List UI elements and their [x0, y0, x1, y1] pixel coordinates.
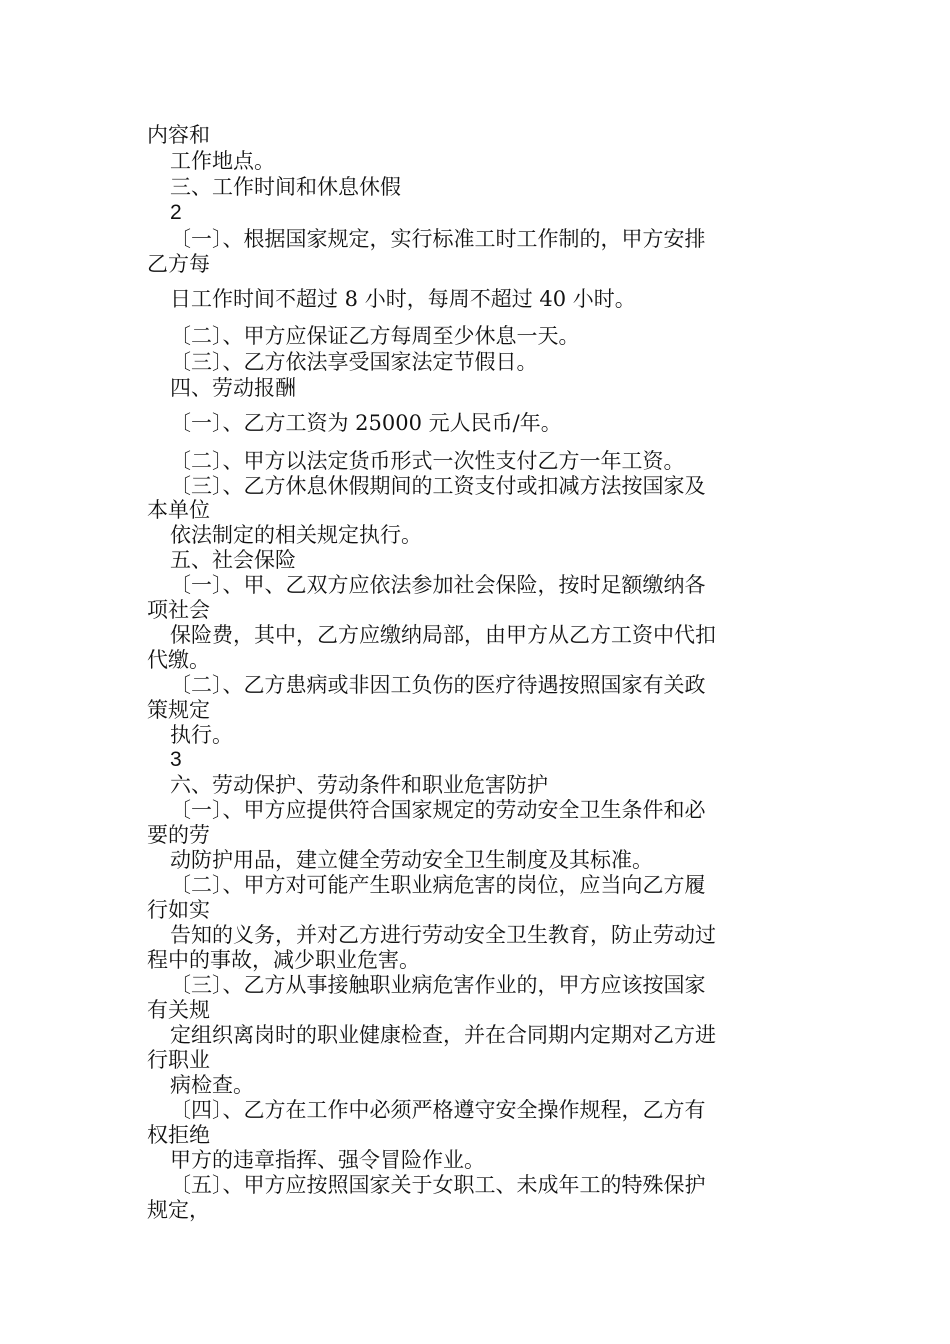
- text-line: 告知的义务，并对乙方进行劳动安全卫生教育，防止劳动过: [170, 923, 716, 947]
- text-line: 〔二〕、甲方以法定货币形式一次性支付乙方一年工资。: [170, 449, 685, 473]
- text-line: 病检查。: [170, 1073, 254, 1097]
- text-line: 行如实: [147, 898, 210, 922]
- text-line: 行职业: [147, 1048, 210, 1072]
- text-line: 程中的事故，减少职业危害。: [147, 948, 420, 972]
- text-line: 定组织离岗时的职业健康检查，并在合同期内定期对乙方进: [170, 1023, 716, 1047]
- section-heading: 六、劳动保护、劳动条件和职业危害防护: [170, 773, 548, 797]
- text-line: 要的劳: [147, 823, 210, 847]
- text-line: 代缴。: [147, 648, 210, 672]
- text-line: 日工作时间不超过 8 小时，每周不超过 40 小时。: [170, 287, 636, 311]
- page-number: 3: [170, 748, 182, 771]
- text-line: 本单位: [147, 498, 210, 522]
- text-line: 〔二〕、甲方应保证乙方每周至少休息一天。: [170, 324, 580, 348]
- text-line: 规定，: [147, 1198, 210, 1222]
- section-heading: 三、工作时间和休息休假: [170, 175, 401, 199]
- text-line: 甲方的违章指挥、强令冒险作业。: [170, 1148, 485, 1172]
- text-line: 〔一〕、甲方应提供符合国家规定的劳动安全卫生条件和必: [170, 798, 706, 822]
- text-line: 乙方每: [147, 252, 210, 276]
- page-number: 2: [170, 201, 182, 224]
- text-line: 动防护用品，建立健全劳动安全卫生制度及其标准。: [170, 848, 653, 872]
- text-line: 执行。: [170, 723, 233, 747]
- text-line: 〔二〕、甲方对可能产生职业病危害的岗位，应当向乙方履: [170, 873, 706, 897]
- text-line: 工作地点。: [170, 149, 275, 173]
- text-line: 权拒绝: [147, 1123, 210, 1147]
- text-line: 项社会: [147, 598, 210, 622]
- text-line: 〔一〕、根据国家规定，实行标准工时工作制的，甲方安排: [170, 227, 706, 251]
- text-line: 内容和: [147, 123, 210, 147]
- text-line: 保险费，其中，乙方应缴纳局部，由甲方从乙方工资中代扣: [170, 623, 716, 647]
- section-heading: 四、劳动报酬: [170, 376, 296, 400]
- text-line: 〔四〕、乙方在工作中必须严格遵守安全操作规程，乙方有: [170, 1098, 706, 1122]
- text-line: 〔三〕、乙方从事接触职业病危害作业的，甲方应该按国家: [170, 973, 706, 997]
- text-line: 〔三〕、乙方休息休假期间的工资支付或扣减方法按国家及: [170, 474, 706, 498]
- text-line: 〔一〕、甲、乙双方应依法参加社会保险，按时足额缴纳各: [170, 573, 706, 597]
- text-line: 〔五〕、甲方应按照国家关于女职工、未成年工的特殊保护: [170, 1173, 706, 1197]
- text-line: 策规定: [147, 698, 210, 722]
- text-line: 有关规: [147, 998, 210, 1022]
- text-line: 〔二〕、乙方患病或非因工负伤的医疗待遇按照国家有关政: [170, 673, 706, 697]
- section-heading: 五、社会保险: [170, 548, 296, 572]
- text-line: 依法制定的相关规定执行。: [170, 523, 422, 547]
- text-line: 〔一〕、乙方工资为 25000 元人民币/年。: [170, 411, 562, 435]
- text-line: 〔三〕、乙方依法享受国家法定节假日。: [170, 350, 538, 374]
